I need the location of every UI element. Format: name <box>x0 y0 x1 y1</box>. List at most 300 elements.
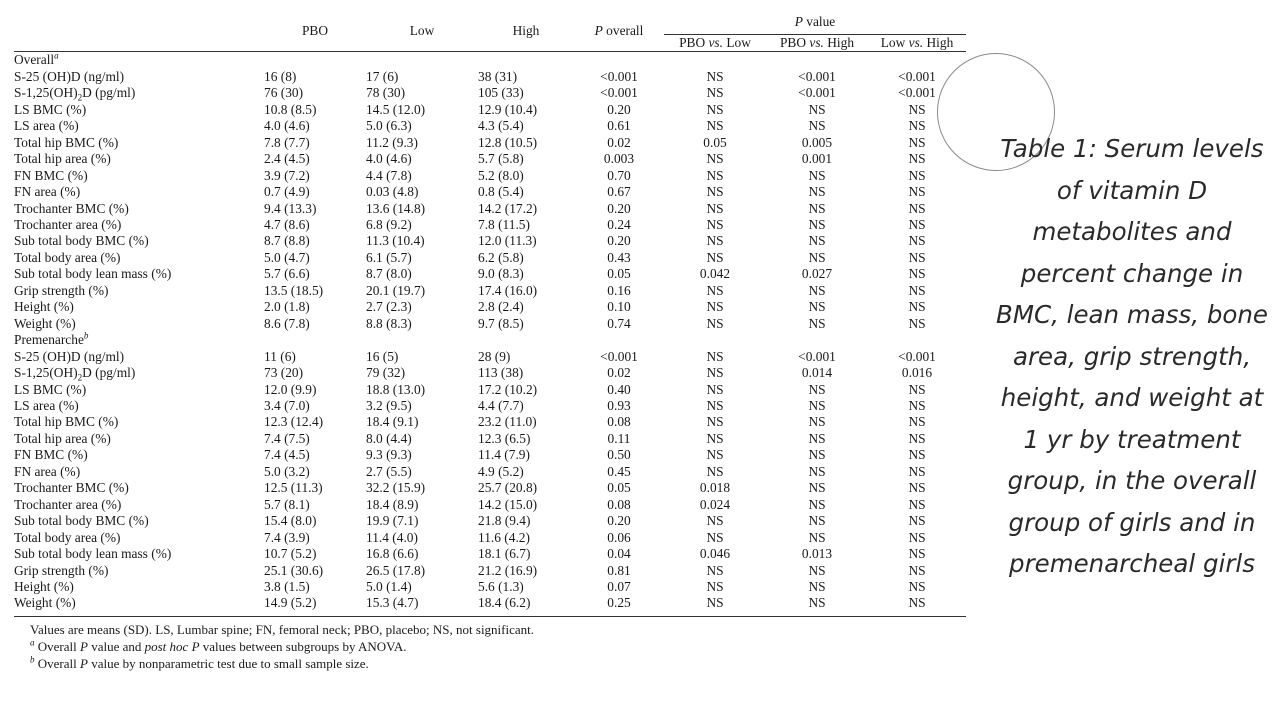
cell-pbo-vs-low: 0.018 <box>699 480 731 496</box>
cell-pbo: 4.7 (8.6) <box>264 216 310 232</box>
cell-low: 14.5 (12.0) <box>366 101 426 117</box>
row-label: Weight (%) <box>14 315 76 331</box>
cell-pbo-vs-high: NS <box>808 578 826 594</box>
cell-low: 16 (5) <box>366 348 399 364</box>
cell-low-vs-high: NS <box>908 216 926 232</box>
cell-pbo: 12.0 (9.9) <box>264 381 317 397</box>
cell-low: 18.8 (13.0) <box>366 381 426 397</box>
cell-pbo: 5.0 (4.7) <box>264 249 310 265</box>
cell-high: 14.2 (17.2) <box>478 200 538 216</box>
cell-pbo-vs-low: NS <box>706 184 724 200</box>
cell-low-vs-high: NS <box>908 578 926 594</box>
cell-low: 4.0 (4.6) <box>366 151 412 167</box>
cell-pbo-vs-high: NS <box>808 101 826 117</box>
row-label: Total hip area (%) <box>14 151 111 167</box>
cell-pbo-vs-low: NS <box>706 85 724 101</box>
cell-pbo: 7.8 (7.7) <box>264 134 310 150</box>
cell-p-overall: 0.11 <box>607 430 631 446</box>
cell-p-overall: 0.07 <box>607 578 631 594</box>
cell-pbo-vs-high: NS <box>808 414 826 430</box>
cell-low-vs-high: NS <box>908 249 926 265</box>
table-row <box>14 184 966 200</box>
table-row <box>14 595 966 611</box>
cell-p-overall: 0.40 <box>607 381 631 397</box>
cell-pbo-vs-high: NS <box>808 529 826 545</box>
row-label: Sub total body BMC (%) <box>14 513 149 529</box>
cell-pbo-vs-high: NS <box>808 496 826 512</box>
cell-low: 6.1 (5.7) <box>366 249 412 265</box>
cell-pbo: 7.4 (7.5) <box>264 430 310 446</box>
table-row <box>14 579 966 595</box>
table-row <box>14 365 966 381</box>
cell-pbo-vs-high: NS <box>808 447 826 463</box>
cell-high: 12.0 (11.3) <box>478 233 537 249</box>
cell-low: 11.4 (4.0) <box>366 529 418 545</box>
row-label: Total hip BMC (%) <box>14 414 119 430</box>
row-label: FN area (%) <box>14 463 81 479</box>
table-header <box>14 10 966 52</box>
row-label: Grip strength (%) <box>14 562 109 578</box>
cell-low-vs-high: 0.016 <box>901 365 933 381</box>
cell-high: 21.2 (16.9) <box>478 562 538 578</box>
table-row <box>14 382 966 398</box>
cell-low: 8.8 (8.3) <box>366 315 412 331</box>
row-label: Total hip BMC (%) <box>14 134 119 150</box>
cell-pbo-vs-low: NS <box>706 381 724 397</box>
cell-high: 9.7 (8.5) <box>478 315 524 331</box>
cell-low-vs-high: <0.001 <box>898 68 936 84</box>
cell-pbo-vs-high: NS <box>808 315 826 331</box>
row-label: Trochanter area (%) <box>14 216 122 232</box>
row-label: Weight (%) <box>14 595 76 611</box>
cell-p-overall: 0.08 <box>607 496 631 512</box>
cell-high: 4.4 (7.7) <box>478 397 524 413</box>
cell-p-overall: 0.45 <box>607 463 631 479</box>
cell-low-vs-high: NS <box>908 381 926 397</box>
table-row <box>14 349 966 365</box>
table-row <box>14 398 966 414</box>
cell-high: 5.7 (5.8) <box>478 151 524 167</box>
table-row <box>14 530 966 546</box>
cell-p-overall: 0.003 <box>603 151 635 167</box>
cell-pbo-vs-low: NS <box>706 397 724 413</box>
results-table-region <box>14 10 966 672</box>
cell-low: 4.4 (7.8) <box>366 167 412 183</box>
table-row <box>14 283 966 299</box>
row-label: S-25 (OH)D (ng/ml) <box>14 348 125 364</box>
cell-high: 18.4 (6.2) <box>478 595 531 611</box>
cell-pbo-vs-high: 0.001 <box>801 151 833 167</box>
header-low-vs-high: Low vs. High <box>868 35 966 52</box>
cell-low: 6.8 (9.2) <box>366 216 412 232</box>
table-row <box>14 151 966 167</box>
cell-pbo: 9.4 (13.3) <box>264 200 317 216</box>
cell-high: 6.2 (5.8) <box>478 249 524 265</box>
cell-p-overall: 0.05 <box>607 266 631 282</box>
cell-pbo-vs-high: NS <box>808 184 826 200</box>
cell-high: 11.6 (4.2) <box>478 529 530 545</box>
cell-pbo-vs-low: NS <box>706 249 724 265</box>
cell-low-vs-high: NS <box>908 315 926 331</box>
cell-low: 5.0 (6.3) <box>366 118 412 134</box>
row-label: $S-1,25(OH)_2D$ (pg/ml) <box>14 365 136 383</box>
cell-low: 3.2 (9.5) <box>366 397 412 413</box>
cell-pbo: 2.4 (4.5) <box>264 151 310 167</box>
cell-low-vs-high: NS <box>908 546 926 562</box>
cell-low-vs-high: NS <box>908 101 926 117</box>
cell-low-vs-high: NS <box>908 397 926 413</box>
cell-p-overall: 0.25 <box>607 595 631 611</box>
cell-low-vs-high: NS <box>908 513 926 529</box>
row-label: FN BMC (%) <box>14 167 88 183</box>
row-label: Total body area (%) <box>14 529 121 545</box>
cell-p-overall: 0.20 <box>607 101 631 117</box>
cell-low-vs-high: NS <box>908 430 926 446</box>
cell-pbo: 3.8 (1.5) <box>264 578 310 594</box>
cell-pbo: 3.4 (7.0) <box>264 397 310 413</box>
cell-high: 7.8 (11.5) <box>478 216 530 232</box>
cell-low: 26.5 (17.8) <box>366 562 426 578</box>
cell-pbo-vs-high: <0.001 <box>798 348 836 364</box>
note-b: $^b$ Overall P value by nonparametric test due to small sample size. <box>30 654 369 671</box>
cell-p-overall: 0.20 <box>607 233 631 249</box>
cell-p-overall: 0.43 <box>607 249 631 265</box>
cell-p-overall: 0.04 <box>607 546 631 562</box>
cell-pbo-vs-low: NS <box>706 151 724 167</box>
table-row <box>14 513 966 529</box>
cell-low: 13.6 (14.8) <box>366 200 426 216</box>
cell-high: 21.8 (9.4) <box>478 513 531 529</box>
table-row <box>14 447 966 463</box>
cell-low-vs-high: NS <box>908 529 926 545</box>
cell-pbo: 73 (20) <box>264 365 304 381</box>
cell-pbo: 8.7 (8.8) <box>264 233 310 249</box>
row-label: FN BMC (%) <box>14 447 88 463</box>
cell-low: 15.3 (4.7) <box>366 595 419 611</box>
cell-p-overall: 0.05 <box>607 480 631 496</box>
cell-pbo-vs-high: NS <box>808 480 826 496</box>
section-row <box>14 332 966 348</box>
table-row <box>14 168 966 184</box>
cell-pbo-vs-high: NS <box>808 282 826 298</box>
cell-pbo-vs-high: NS <box>808 118 826 134</box>
header-low: Low <box>409 22 435 38</box>
table-row <box>14 201 966 217</box>
note-values: Values are means (SD). LS, Lumbar spine; FN, femoral neck; PBO, placebo; NS, not significant. <box>30 621 535 637</box>
cell-p-overall: 0.16 <box>607 282 631 298</box>
cell-high: 11.4 (7.9) <box>478 447 530 463</box>
cell-high: 9.0 (8.3) <box>478 266 524 282</box>
table-body <box>14 52 966 612</box>
table-row <box>14 480 966 496</box>
cell-pbo-vs-high: NS <box>808 233 826 249</box>
table-row <box>14 431 966 447</box>
cell-pbo-vs-high: NS <box>808 595 826 611</box>
cell-pbo-vs-low: NS <box>706 513 724 529</box>
cell-pbo: 15.4 (8.0) <box>264 513 317 529</box>
cell-pbo: 8.6 (7.8) <box>264 315 310 331</box>
cell-pbo-vs-high: 0.014 <box>801 365 833 381</box>
cell-pbo: 3.9 (7.2) <box>264 167 310 183</box>
cell-pbo-vs-high: NS <box>808 299 826 315</box>
cell-pbo: 11 (6) <box>264 348 296 364</box>
cell-pbo-vs-low: NS <box>706 578 724 594</box>
cell-low-vs-high: NS <box>908 447 926 463</box>
cell-pbo-vs-low: NS <box>706 233 724 249</box>
cell-pbo-vs-high: NS <box>808 463 826 479</box>
table-row <box>14 563 966 579</box>
cell-p-overall: 0.81 <box>607 562 631 578</box>
cell-pbo: 5.7 (8.1) <box>264 496 310 512</box>
cell-low: 18.4 (8.9) <box>366 496 419 512</box>
cell-p-overall: 0.06 <box>607 529 631 545</box>
cell-high: 38 (31) <box>478 68 518 84</box>
cell-pbo-vs-low: 0.05 <box>703 134 727 150</box>
cell-low-vs-high: NS <box>908 167 926 183</box>
cell-low: 11.3 (10.4) <box>366 233 425 249</box>
cell-pbo: 14.9 (5.2) <box>264 595 317 611</box>
cell-low: 20.1 (19.7) <box>366 282 426 298</box>
cell-pbo: 5.0 (3.2) <box>264 463 310 479</box>
row-label: Height (%) <box>14 299 74 315</box>
cell-low: 19.9 (7.1) <box>366 513 419 529</box>
cell-pbo-vs-high: 0.005 <box>801 134 833 150</box>
cell-low-vs-high: NS <box>908 496 926 512</box>
cell-pbo-vs-high: <0.001 <box>798 68 836 84</box>
cell-p-overall: 0.02 <box>607 365 631 381</box>
table-row <box>14 217 966 233</box>
cell-pbo-vs-low: NS <box>706 167 724 183</box>
section-title: Premenarche$^b$ <box>14 330 89 348</box>
cell-high: 28 (9) <box>478 348 511 364</box>
table-row <box>14 135 966 151</box>
cell-p-overall: 0.10 <box>607 299 631 315</box>
cell-low: 32.2 (15.9) <box>366 480 426 496</box>
cell-pbo: 4.0 (4.6) <box>264 118 310 134</box>
cell-high: 17.2 (10.2) <box>478 381 538 397</box>
cell-low-vs-high: NS <box>908 134 926 150</box>
section-row <box>14 52 966 69</box>
row-label: Total hip area (%) <box>14 430 111 446</box>
cell-pbo-vs-high: 0.027 <box>801 266 833 282</box>
cell-pbo-vs-low: NS <box>706 414 724 430</box>
cell-pbo-vs-low: NS <box>706 595 724 611</box>
cell-pbo-vs-high: 0.013 <box>801 546 833 562</box>
cell-pbo: 2.0 (1.8) <box>264 299 310 315</box>
cell-high: 18.1 (6.7) <box>478 546 531 562</box>
cell-low-vs-high: NS <box>908 595 926 611</box>
cell-low-vs-high: <0.001 <box>898 348 936 364</box>
cell-pbo-vs-high: NS <box>808 167 826 183</box>
row-label: Trochanter BMC (%) <box>14 480 129 496</box>
row-label: LS area (%) <box>14 118 79 134</box>
table-row <box>14 233 966 249</box>
table-row <box>14 497 966 513</box>
row-label: Grip strength (%) <box>14 282 109 298</box>
section-title: Overall$^a$ <box>14 50 59 68</box>
cell-low: 8.7 (8.0) <box>366 266 412 282</box>
row-label: Height (%) <box>14 578 74 594</box>
cell-p-overall: 0.67 <box>607 184 631 200</box>
header-p-value: P value <box>794 14 836 29</box>
cell-low-vs-high: NS <box>908 562 926 578</box>
cell-high: 4.3 (5.4) <box>478 118 524 134</box>
row-label: S-25 (OH)D (ng/ml) <box>14 68 125 84</box>
cell-low: 18.4 (9.1) <box>366 414 419 430</box>
row-label: LS BMC (%) <box>14 101 87 117</box>
cell-pbo: 7.4 (4.5) <box>264 447 310 463</box>
cell-pbo: 5.7 (6.6) <box>264 266 310 282</box>
cell-pbo-vs-low: NS <box>706 68 724 84</box>
header-pbo-vs-high: PBO vs. High <box>766 35 868 52</box>
cell-pbo: 12.3 (12.4) <box>264 414 324 430</box>
cell-p-overall: <0.001 <box>600 85 638 101</box>
cell-p-overall: 0.02 <box>607 134 631 150</box>
cell-high: 12.3 (6.5) <box>478 430 531 446</box>
row-label: Trochanter BMC (%) <box>14 200 129 216</box>
table-row <box>14 299 966 315</box>
cell-pbo: 76 (30) <box>264 85 304 101</box>
cell-pbo-vs-low: NS <box>706 463 724 479</box>
cell-pbo-vs-low: NS <box>706 282 724 298</box>
header-high: High <box>512 22 540 38</box>
cell-pbo-vs-low: NS <box>706 118 724 134</box>
cell-pbo: 16 (8) <box>264 68 297 84</box>
cell-pbo-vs-low: NS <box>706 101 724 117</box>
row-label: Trochanter area (%) <box>14 496 122 512</box>
cell-pbo: 10.8 (8.5) <box>264 101 317 117</box>
header-label <box>14 10 264 52</box>
cell-low-vs-high: <0.001 <box>898 85 936 101</box>
cell-pbo-vs-low: 0.024 <box>699 496 731 512</box>
cell-pbo-vs-low: 0.046 <box>699 546 731 562</box>
row-label: LS BMC (%) <box>14 381 87 397</box>
cell-pbo-vs-low: 0.042 <box>699 266 731 282</box>
cell-p-overall: 0.61 <box>607 118 631 134</box>
cell-high: 12.8 (10.5) <box>478 134 538 150</box>
table-row <box>14 464 966 480</box>
cell-pbo-vs-low: NS <box>706 348 724 364</box>
cell-pbo-vs-high: NS <box>808 562 826 578</box>
cell-low-vs-high: NS <box>908 299 926 315</box>
cell-pbo-vs-high: NS <box>808 216 826 232</box>
cell-low-vs-high: NS <box>908 233 926 249</box>
header-pbo: PBO <box>301 22 329 38</box>
cell-p-overall: 0.20 <box>607 200 631 216</box>
cell-pbo: 7.4 (3.9) <box>264 529 310 545</box>
cell-pbo-vs-high: NS <box>808 200 826 216</box>
cell-high: 5.2 (8.0) <box>478 167 524 183</box>
cell-pbo-vs-low: NS <box>706 200 724 216</box>
row-label: $S-1,25(OH)_2D$ (pg/ml) <box>14 85 136 104</box>
header-pbo-vs-low: PBO vs. Low <box>664 35 766 52</box>
cell-p-overall: 0.20 <box>607 513 631 529</box>
table-row <box>14 85 966 101</box>
cell-low-vs-high: NS <box>908 151 926 167</box>
row-label: Total body area (%) <box>14 249 121 265</box>
table-row <box>14 266 966 282</box>
cell-pbo-vs-low: NS <box>706 430 724 446</box>
note-a: $^a$ Overall P value and post hoc P values between subgroups by ANOVA. <box>30 637 407 654</box>
results-table <box>14 10 966 612</box>
cell-low: 9.3 (9.3) <box>366 447 412 463</box>
cell-low: 16.8 (6.6) <box>366 546 419 562</box>
cell-p-overall: 0.24 <box>607 216 631 232</box>
cell-p-overall: 0.74 <box>607 315 631 331</box>
cell-low-vs-high: NS <box>908 414 926 430</box>
table-row <box>14 316 966 332</box>
cell-pbo: 25.1 (30.6) <box>264 562 324 578</box>
cell-high: 4.9 (5.2) <box>478 463 524 479</box>
cell-pbo-vs-low: NS <box>706 299 724 315</box>
table-row <box>14 118 966 134</box>
cell-low: 17 (6) <box>366 68 399 84</box>
cell-low: 2.7 (5.5) <box>366 463 412 479</box>
table-notes <box>14 617 966 672</box>
cell-low: 11.2 (9.3) <box>366 134 418 150</box>
cell-p-overall: 0.08 <box>607 414 631 430</box>
cell-pbo-vs-high: <0.001 <box>798 85 836 101</box>
cell-low: 78 (30) <box>366 85 406 101</box>
table-row <box>14 69 966 85</box>
header-p-overall: P overall <box>594 22 644 38</box>
cell-low-vs-high: NS <box>908 118 926 134</box>
cell-low: 5.0 (1.4) <box>366 578 412 594</box>
cell-p-overall: 0.50 <box>607 447 631 463</box>
cell-high: 2.8 (2.4) <box>478 299 524 315</box>
cell-pbo-vs-high: NS <box>808 430 826 446</box>
cell-pbo-vs-high: NS <box>808 249 826 265</box>
cell-pbo: 0.7 (4.9) <box>264 184 310 200</box>
cell-pbo: 10.7 (5.2) <box>264 546 317 562</box>
table-row <box>14 546 966 562</box>
cell-high: 23.2 (11.0) <box>478 414 537 430</box>
cell-low-vs-high: NS <box>908 463 926 479</box>
row-label: Sub total body lean mass (%) <box>14 266 172 282</box>
row-label: Sub total body BMC (%) <box>14 233 149 249</box>
cell-low: 0.03 (4.8) <box>366 184 419 200</box>
cell-low: 2.7 (2.3) <box>366 299 412 315</box>
cell-pbo-vs-low: NS <box>706 315 724 331</box>
cell-low: 8.0 (4.4) <box>366 430 412 446</box>
cell-high: 14.2 (15.0) <box>478 496 538 512</box>
table-row <box>14 414 966 430</box>
cell-pbo: 12.5 (11.3) <box>264 480 323 496</box>
cell-p-overall: <0.001 <box>600 68 638 84</box>
cell-high: 105 (33) <box>478 85 524 101</box>
cell-low-vs-high: NS <box>908 480 926 496</box>
cell-pbo-vs-high: NS <box>808 397 826 413</box>
cell-low-vs-high: NS <box>908 266 926 282</box>
cell-low-vs-high: NS <box>908 184 926 200</box>
cell-p-overall: 0.93 <box>607 397 631 413</box>
cell-high: 5.6 (1.3) <box>478 578 524 594</box>
table-row <box>14 102 966 118</box>
cell-p-overall: <0.001 <box>600 348 638 364</box>
cell-low-vs-high: NS <box>908 282 926 298</box>
cell-high: 12.9 (10.4) <box>478 101 538 117</box>
cell-pbo-vs-low: NS <box>706 447 724 463</box>
table-caption: Table 1: Serum levels of vitamin D metabolites and percent change in BMC, lean mass, bone area, grip strength, height, and weight at 1 yr by treatment group, in the overall group of girls and in premenarcheal girls <box>996 134 1268 578</box>
cell-pbo-vs-low: NS <box>706 216 724 232</box>
row-label: LS area (%) <box>14 397 79 413</box>
cell-pbo-vs-high: NS <box>808 513 826 529</box>
cell-pbo-vs-high: NS <box>808 381 826 397</box>
cell-pbo-vs-low: NS <box>706 562 724 578</box>
cell-pbo-vs-low: NS <box>706 529 724 545</box>
row-label: FN area (%) <box>14 184 81 200</box>
cell-high: 113 (38) <box>478 365 524 381</box>
